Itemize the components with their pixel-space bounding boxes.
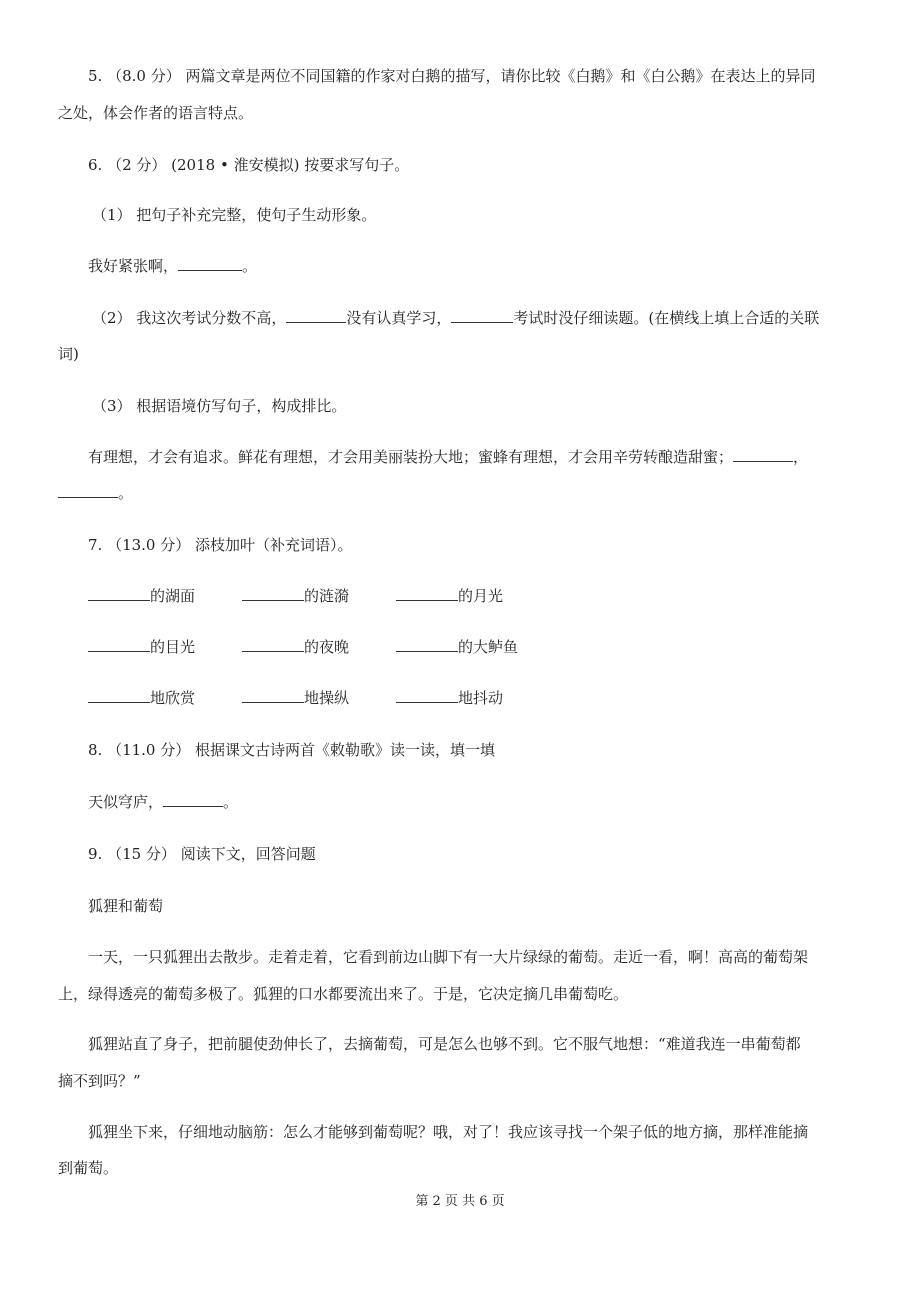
- q6-part1-prefix: 我好紧张啊，: [88, 257, 179, 275]
- q7-cell-text: 的大鲈鱼: [458, 638, 519, 656]
- answer-blank[interactable]: [88, 688, 150, 703]
- passage-para2-line2: 摘不到吗？”: [58, 1072, 141, 1090]
- q8-header: 8. （11.0 分） 根据课文古诗两首《敕勒歌》读一读，填一填: [88, 741, 496, 759]
- q7-cell-text: 地欣赏: [150, 689, 196, 707]
- q7-cell-text: 的月光: [458, 587, 504, 605]
- q8-sentence: [88, 792, 238, 812]
- q7-cell: [396, 688, 503, 708]
- q6-part2-b: 没有认真学习，: [346, 309, 452, 327]
- answer-blank[interactable]: [242, 637, 304, 652]
- q6-part3-title: （3） 根据语境仿写句子，构成排比。: [92, 397, 347, 415]
- q6-part2-end: 词): [58, 345, 79, 363]
- q6-part3-comma: ，: [793, 448, 809, 466]
- page-number: 第 2 页 共 6 页: [415, 1194, 505, 1209]
- q7-cell: [396, 586, 503, 606]
- q6-part3-line1: [88, 447, 808, 467]
- q6-part3-line2: [58, 483, 133, 503]
- q7-cell: [242, 688, 349, 708]
- answer-blank[interactable]: [286, 308, 346, 323]
- q7-header: 7. （13.0 分） 添枝加叶（补充词语）。: [88, 536, 353, 554]
- passage-para1-line2: 上，绿得透亮的葡萄多极了。狐狸的口水都要流出来了。于是，它决定摘几串葡萄吃。: [58, 985, 629, 1003]
- q7-cell-text: 的涟漪: [304, 587, 350, 605]
- q5-line1: 5. （8.0 分） 两篇文章是两位不同国籍的作家对白鹅的描写，请你比较《白鹅》和《白公鹅》在表达上的异同: [88, 67, 816, 85]
- answer-blank[interactable]: [733, 447, 793, 462]
- answer-blank[interactable]: [396, 586, 458, 601]
- answer-blank[interactable]: [88, 586, 150, 601]
- answer-blank[interactable]: [88, 637, 150, 652]
- q9-header: 9. （15 分） 阅读下文，回答问题: [88, 845, 316, 863]
- q7-cell: [88, 586, 195, 606]
- q7-cell: [396, 637, 518, 657]
- q5-line2: 之处，体会作者的语言特点。: [58, 104, 254, 122]
- passage-title: 狐狸和葡萄: [88, 897, 164, 915]
- q7-cell-text: 地抖动: [458, 689, 504, 707]
- q6-part1-suffix: 。: [242, 257, 258, 275]
- q6-part2-sentence: [92, 308, 819, 328]
- q7-cell: [88, 637, 195, 657]
- answer-blank[interactable]: [396, 637, 458, 652]
- passage-para2-line1: 狐狸站直了身子，把前腿使劲伸长了，去摘葡萄，可是怎么也够不到。它不服气地想：“难道我连一串葡萄都: [88, 1035, 801, 1053]
- passage-para3-line2: 到葡萄。: [58, 1159, 119, 1177]
- q7-cell: [242, 586, 349, 606]
- q7-cell: [242, 637, 349, 657]
- answer-blank[interactable]: [178, 256, 242, 271]
- q6-part2-c: 考试时没仔细读题。(在横线上填上合适的关联: [513, 309, 820, 327]
- q6-header: 6. （2 分） (2018 • 淮安模拟) 按要求写句子。: [88, 156, 410, 174]
- answer-blank[interactable]: [451, 308, 513, 323]
- answer-blank[interactable]: [58, 483, 118, 498]
- q6-part3-end: 。: [118, 484, 134, 502]
- answer-blank[interactable]: [396, 688, 458, 703]
- q6-part1-sentence: [88, 256, 257, 276]
- q7-cell-text: 的湖面: [150, 587, 196, 605]
- answer-blank[interactable]: [242, 688, 304, 703]
- q6-part1-title: （1） 把句子补充完整，使句子生动形象。: [92, 206, 377, 224]
- answer-blank[interactable]: [242, 586, 304, 601]
- passage-para1-line1: 一天，一只狐狸出去散步。走着走着，它看到前边山脚下有一大片绿绿的葡萄。走近一看，啊！高高的葡萄架: [88, 948, 809, 966]
- q7-cell-text: 地操纵: [304, 689, 350, 707]
- q7-cell: [88, 688, 195, 708]
- q6-part3-text: 有理想，才会有追求。鲜花有理想，才会用美丽装扮大地；蜜蜂有理想，才会用辛劳转酿造甜蜜；: [88, 448, 734, 466]
- answer-blank[interactable]: [163, 792, 223, 807]
- q8-prefix: 天似穹庐，: [88, 793, 164, 811]
- q7-cell-text: 的夜晚: [304, 638, 350, 656]
- q8-suffix: 。: [223, 793, 239, 811]
- passage-para3-line1: 狐狸坐下来，仔细地动脑筋：怎么才能够到葡萄呢？哦，对了！我应该寻找一个架子低的地方摘，那样准能摘: [88, 1123, 809, 1141]
- q7-cell-text: 的目光: [150, 638, 196, 656]
- q6-part2-a: （2） 我这次考试分数不高，: [92, 309, 287, 327]
